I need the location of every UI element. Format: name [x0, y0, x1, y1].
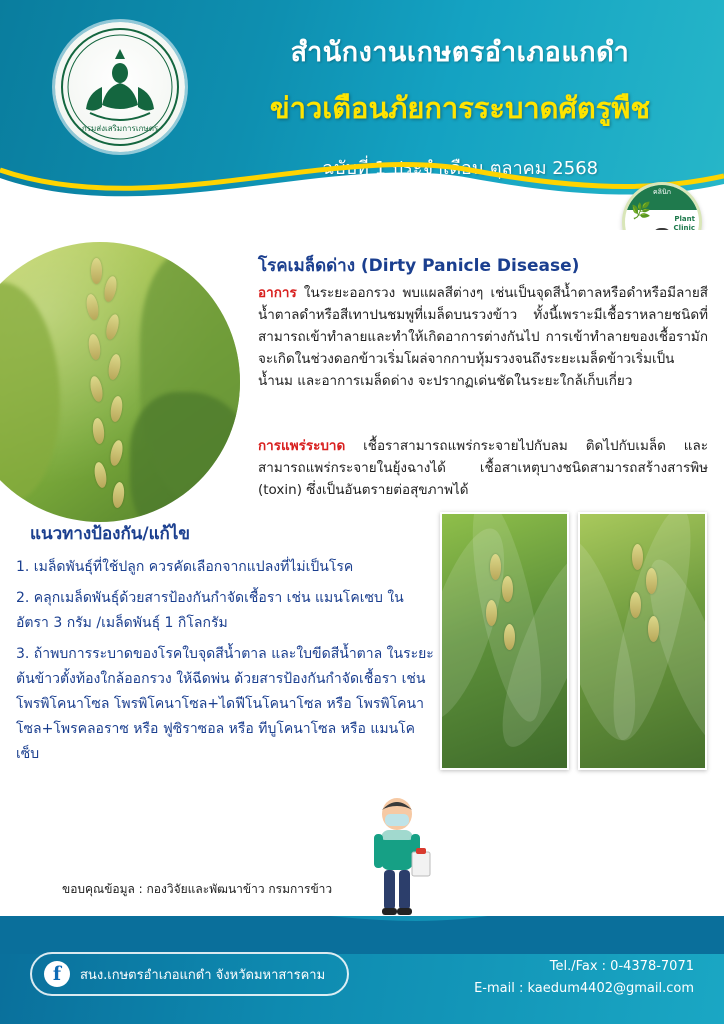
- facebook-link[interactable]: [30, 952, 349, 996]
- list-item: 3. ถ้าพบการระบาดของโรคใบจุดสีน้ำตาล และใบขีดสีน้ำตาล ในระยะต้นข้าวตั้งท้องใกล้ออกรวง ให้ฉีดพ่น ด้วยสารป้องกันกำจัดเชื้อรา เช่น โพรพิโคนาโซล โพรพิโคนาโซล+ไดฟีโนโคนาโซล หรือ โพรพิโคนาโซล+โพรคลอราซ หรือ ฟูซิราซอล หรือ ทีบูโคนาโซล หรือ แมนโคเซ็บ: [16, 646, 434, 762]
- symptoms-label: อาการ: [258, 285, 297, 301]
- list-item: 2. คลุกเมล็ดพันธุ์ด้วยสารป้องกันกำจัดเชื้อรา เช่น แมนโคเซบ ในอัตรา 3 กรัม /เมล็ดพันธุ์ 1 กิโลกรัม: [16, 590, 404, 631]
- contact-block: [474, 956, 694, 1000]
- issue-line: ฉบับที่ 1 ประจำเดือน ตุลาคม 2568: [321, 158, 599, 179]
- footer-wave-decoration: [0, 916, 724, 954]
- facebook-page-name: สนง.เกษตรอำเภอแกดำ จังหวัดมหาสารคาม: [80, 967, 326, 983]
- guide-heading: แนวทางป้องกัน/แก้ไข: [30, 524, 191, 544]
- symptoms-text: ในระยะออกรวง พบแผลสีต่างๆ เช่นเป็นจุดสีน้ำตาลหรือดำหรือมีลายสีน้ำตาลดำหรือสีเทาปนชมพูที่เมล็ดบนรวงข้าว ทั้งนี้เพราะมีเชื้อราหลายชนิดที่สามารถเข้าทำลายและทำให้เกิดอาการต่างกันไป การเข้าทำลายของเชื้อรามักจะเกิดในช่วงดอกข้าวเริ่มโผล่จากกาบหุ้มรวงจนถึงระยะเมล็ดข้าวเริ่มเป็นน้ำนม และอาการเมล็ดด่าง จะปรากฏเด่นชัดในระยะใกล้เก็บเกี่ยว: [258, 285, 708, 389]
- article-title: โรคเมล็ดด่าง (Dirty Panicle Disease): [258, 256, 580, 276]
- spread-paragraph: [258, 435, 708, 501]
- facebook-icon: f: [44, 961, 70, 987]
- department-logo: [55, 22, 185, 152]
- organization-name: สำนักงานเกษตรอำเภอแกดำ: [290, 37, 630, 68]
- svg-text:กรมส่งเสริมการเกษตร: กรมส่งเสริมการเกษตร: [81, 124, 159, 133]
- spread-label: การแพร่ระบาด: [258, 438, 346, 454]
- poster-title: ข่าวเตือนภัยการระบาดศัตรูพืช: [269, 91, 651, 125]
- phone-line: Tel./Fax : 0-4378-7071: [549, 959, 694, 974]
- header-wave-decoration: [0, 144, 724, 230]
- guide-list: [16, 555, 436, 773]
- rice-panicle-photo: [0, 242, 240, 522]
- spread-text: เชื้อราสามารถแพร่กระจายไปกับลม ติดไปกับเมล็ด และสามารถแพร่กระจายในยุ้งฉางได้ เชื้อสาเหตุบางชนิดสามารถสร้างสารพิษ (toxin) ซึ่งเป็นอันตรายต่อสุขภาพได้: [258, 438, 708, 498]
- badge-top-label: คลินิก: [653, 188, 671, 196]
- leaf-icon: 🌿: [631, 201, 651, 220]
- field-photo-right: [578, 512, 707, 770]
- plant-clinic-badge: [622, 182, 702, 230]
- symptoms-paragraph: [258, 282, 708, 392]
- field-photo-left: [440, 512, 569, 770]
- agronomist-illustration: [352, 790, 442, 920]
- list-item: 1. เมล็ดพันธุ์ที่ใช้ปลูก ควรคัดเลือกจากแปลงที่ไม่เป็นโรค: [16, 559, 354, 575]
- badge-en-line1: Plant: [674, 215, 695, 223]
- email-line[interactable]: E-mail : kaedum4402@gmail.com: [474, 981, 694, 996]
- credit-line: ขอบคุณข้อมูล : กองวิจัยและพัฒนาข้าว กรมการข้าว: [62, 882, 333, 896]
- badge-en-line2: Clinic: [673, 224, 695, 230]
- footer-bar: [0, 916, 724, 1024]
- content-area: [0, 230, 724, 930]
- header-banner: [0, 0, 724, 230]
